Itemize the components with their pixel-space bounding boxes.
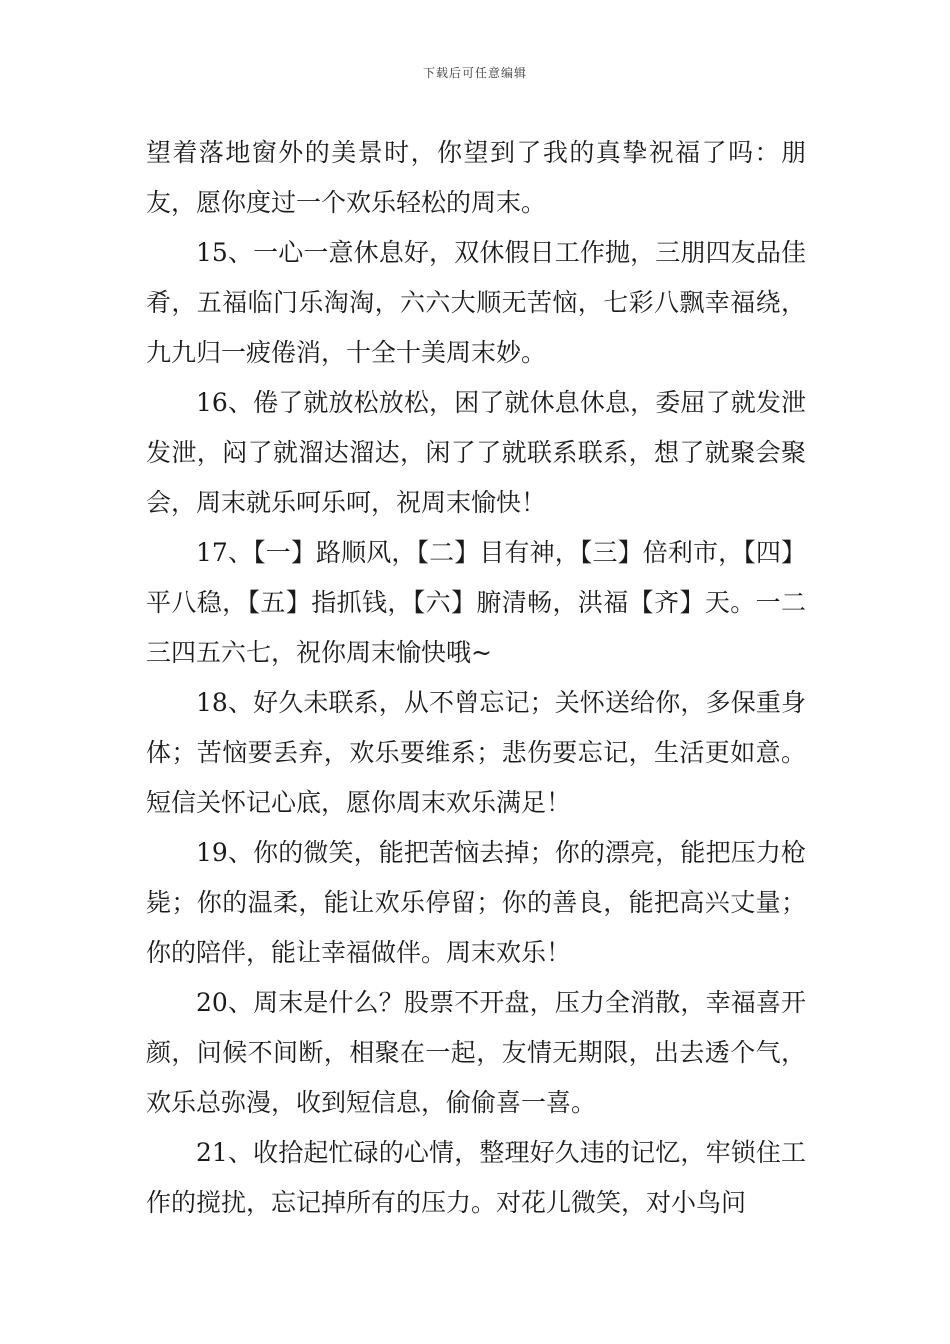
document-body — [146, 128, 806, 1228]
page-header: 下载后可任意编辑 — [422, 66, 527, 80]
paragraph-17: 17、【一】路顺风，【二】目有神，【三】倍利市，【四】平八稳，【五】指抓钱，【六】腑清畅，洪福【齐】天。一二三四五六七，祝你周末愉快哦~ — [146, 538, 806, 667]
paragraph-19: 19、你的微笑，能把苦恼去掉；你的漂亮，能把压力枪毙；你的温柔，能让欢乐停留；你的善良，能把高兴丈量；你的陪伴，能让幸福做伴。周末欢乐！ — [146, 838, 806, 967]
paragraph-15: 15、一心一意休息好，双休假日工作抛，三朋四友品佳肴，五福临门乐淘淘，六六大顺无苦恼，七彩八飘幸福绕，九九归一疲倦消，十全十美周末妙。 — [146, 238, 806, 367]
paragraph-20: 20、周末是什么？股票不开盘，压力全消散，幸福喜开颜，问候不间断，相聚在一起，友情无期限，出去透个气，欢乐总弥漫，收到短信息，偷偷喜一喜。 — [146, 988, 806, 1117]
paragraph-16: 16、倦了就放松放松，困了就休息休息，委屈了就发泄发泄，闷了就溜达溜达，闲了了就联系联系，想了就聚会聚会，周末就乐呵乐呵，祝周末愉快！ — [146, 388, 806, 517]
paragraph-continuation: 望着落地窗外的美景时，你望到了我的真挚祝福了吗：朋友，愿你度过一个欢乐轻松的周末。 — [146, 138, 806, 217]
paragraph-18: 18、好久未联系，从不曾忘记；关怀送给你，多保重身体；苦恼要丢弃，欢乐要维系；悲伤要忘记，生活更如意。短信关怀记心底，愿你周末欢乐满足！ — [146, 688, 806, 817]
paragraph-21: 21、收拾起忙碌的心情，整理好久违的记忆，牢锁住工作的搅扰，忘记掉所有的压力。对花儿微笑，对小鸟问 — [146, 1138, 806, 1217]
